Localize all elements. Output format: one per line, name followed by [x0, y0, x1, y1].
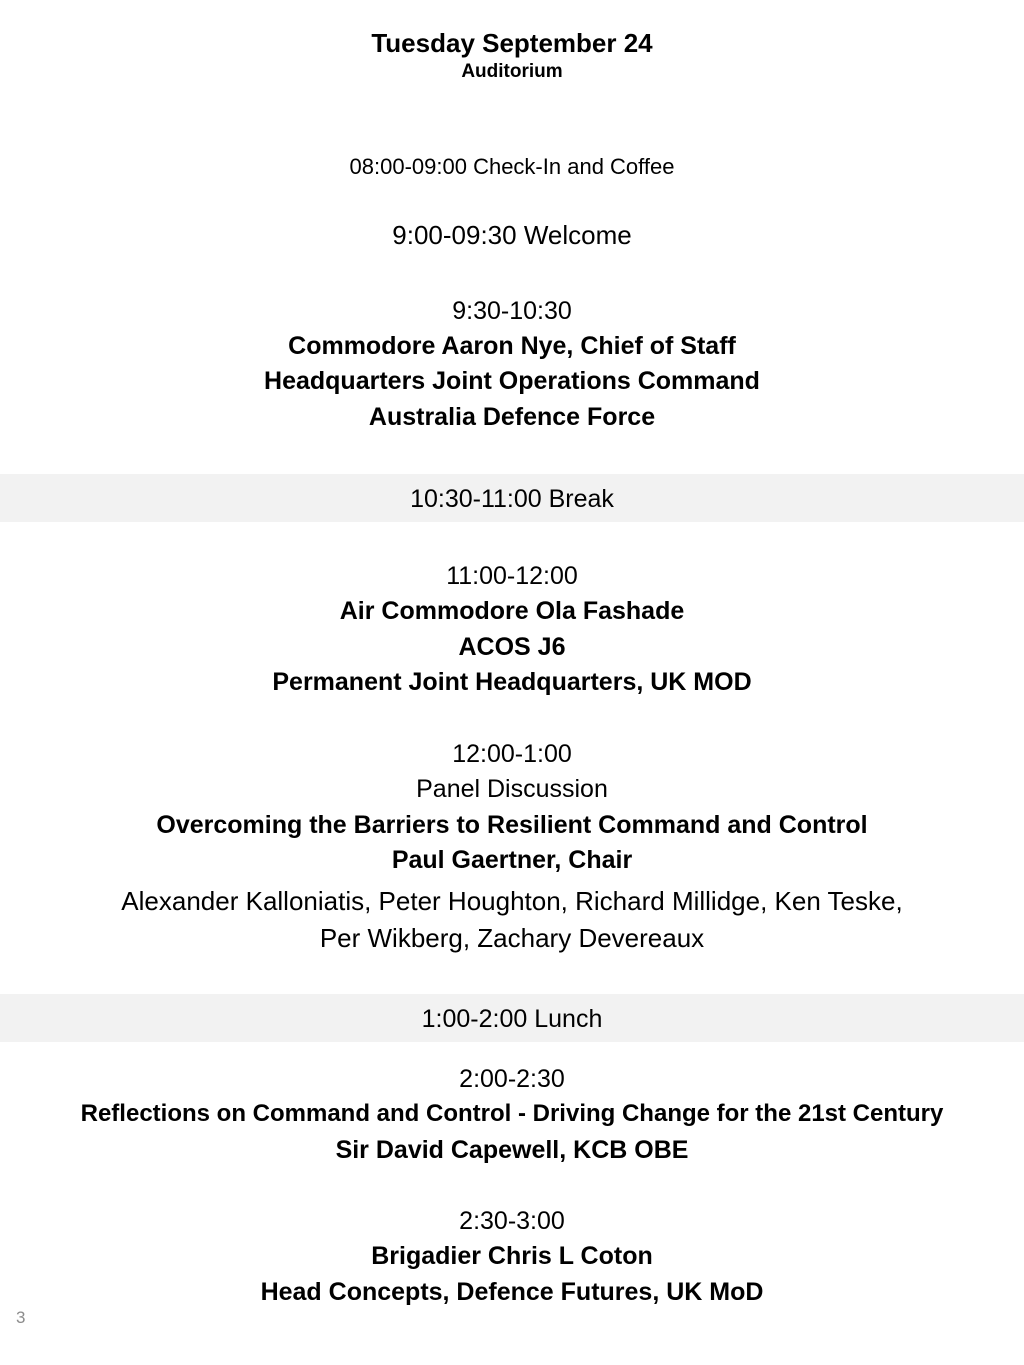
panel-panelists-line1: Alexander Kalloniatis, Peter Houghton, Richard Millidge, Ken Teske,	[121, 886, 903, 916]
panel-panelists-line2: Per Wikberg, Zachary Devereaux	[319, 923, 705, 953]
panel-title: Overcoming the Barriers to Resilient Command and Control	[156, 811, 868, 839]
session3-speaker: Sir David Capewell, KCB OBE	[335, 1136, 689, 1164]
panel-time: 12:00-1:00	[452, 740, 572, 768]
session2-speaker: Air Commodore Ola Fashade	[339, 597, 685, 625]
break-band	[0, 474, 1024, 522]
session2-role: ACOS J6	[458, 633, 566, 661]
session2-org: Permanent Joint Headquarters, UK MOD	[272, 668, 752, 696]
lunch-band	[0, 994, 1024, 1042]
break-item: 10:30-11:00 Break	[410, 485, 614, 513]
panel-label: Panel Discussion	[416, 775, 608, 803]
venue-label: Auditorium	[461, 61, 563, 82]
lunch-item: 1:00-2:00 Lunch	[421, 1005, 603, 1033]
page-number: 3	[16, 1308, 26, 1327]
session1-org1: Headquarters Joint Operations Command	[264, 367, 760, 395]
session3-time: 2:00-2:30	[459, 1065, 565, 1093]
session4-org: Head Concepts, Defence Futures, UK MoD	[260, 1278, 764, 1306]
session2-time: 11:00-12:00	[446, 562, 578, 590]
session1-org2: Australia Defence Force	[368, 403, 656, 431]
day-heading: Tuesday September 24	[371, 28, 653, 58]
welcome-item: 9:00-09:30 Welcome	[392, 220, 632, 250]
panel-chair: Paul Gaertner, Chair	[391, 846, 633, 874]
session4-time: 2:30-3:00	[459, 1207, 565, 1235]
session1-time: 9:30-10:30	[452, 297, 572, 325]
checkin-item: 08:00-09:00 Check-In and Coffee	[349, 154, 675, 179]
session1-speaker: Commodore Aaron Nye, Chief of Staff	[288, 332, 736, 360]
session3-title: Reflections on Command and Control - Driving Change for the 21st Century	[80, 1100, 944, 1127]
session4-speaker: Brigadier Chris L Coton	[371, 1242, 653, 1270]
